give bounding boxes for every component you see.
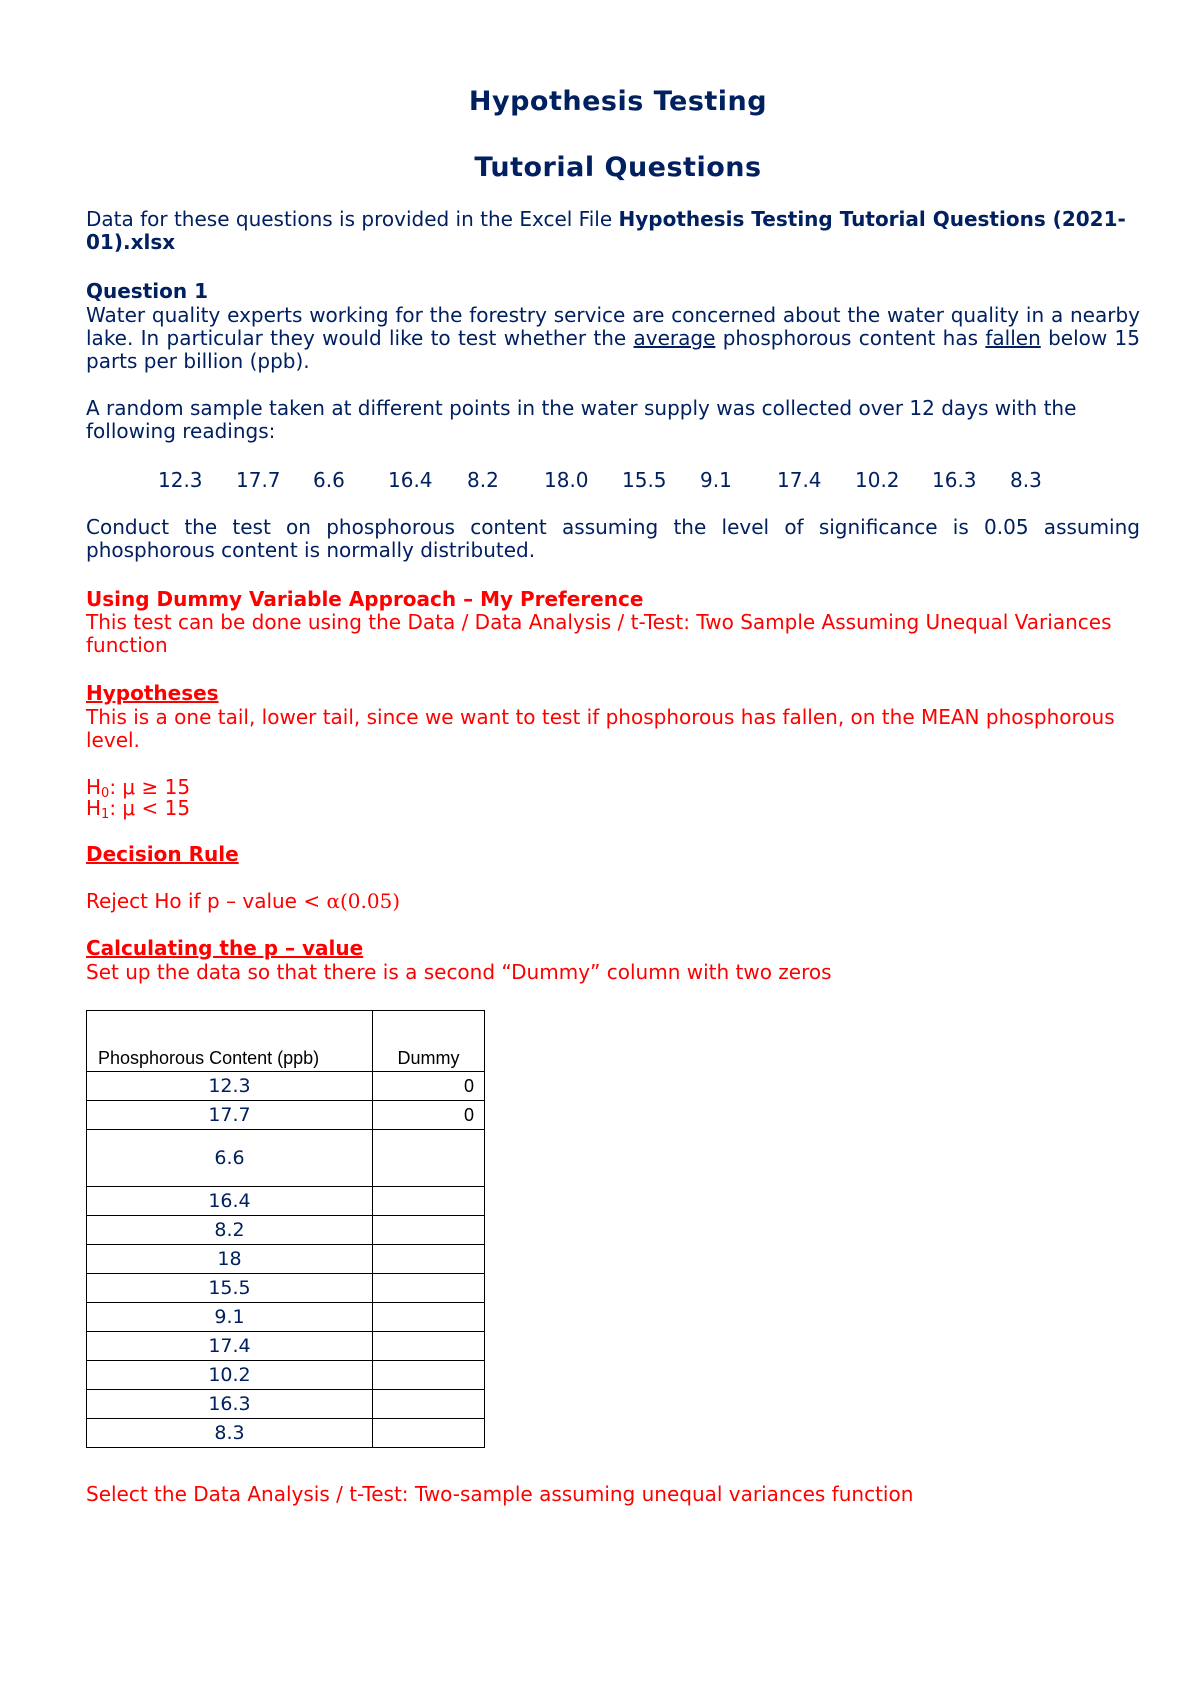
question-1-paragraph-2: A random sample taken at different points in the water supply was collected over 12 days with the following readings: (86, 396, 1077, 443)
h1-subscript: 1 (101, 807, 110, 822)
readings-row (158, 469, 1078, 492)
question-1-paragraph-3: Conduct the test on phosphorous content assuming the level of significance is 0.05 assuming phosphorous content is normally distributed. (86, 515, 1140, 562)
table-row (87, 1216, 485, 1245)
header-dummy: Dummy (373, 1011, 485, 1072)
decision-rule-heading: Decision Rule (86, 842, 239, 866)
cell-phosphorous: 6.6 (87, 1130, 373, 1187)
table-row (87, 1390, 485, 1419)
cell-phosphorous: 12.3 (87, 1072, 373, 1101)
reading-value: 12.3 (158, 468, 203, 492)
header-phosphorous-content: Phosphorous Content (ppb) (87, 1011, 373, 1072)
reading-value: 18.0 (544, 468, 589, 492)
question-1-text-c: below 15 parts per billion (ppb). (86, 326, 1140, 373)
table-row (87, 1419, 485, 1448)
document-subtitle: Tutorial Questions (474, 152, 762, 183)
cell-dummy (373, 1187, 485, 1216)
cell-phosphorous: 15.5 (87, 1274, 373, 1303)
reading-value: 9.1 (700, 468, 732, 492)
cell-dummy (373, 1390, 485, 1419)
reading-value: 16.4 (388, 468, 433, 492)
table-row (87, 1245, 485, 1274)
final-instruction: Select the Data Analysis / t-Test: Two-sample assuming unequal variances function (86, 1482, 914, 1506)
intro-text: Data for these questions is provided in the Excel File (86, 207, 619, 231)
cell-phosphorous: 10.2 (87, 1361, 373, 1390)
cell-phosphorous: 16.3 (87, 1390, 373, 1419)
h0-letter: H (86, 775, 102, 799)
h1-statement: : μ < 15 (109, 796, 191, 820)
cell-phosphorous: 9.1 (87, 1303, 373, 1332)
table-row (87, 1303, 485, 1332)
reading-value: 15.5 (622, 468, 667, 492)
data-table (86, 1010, 485, 1448)
cell-phosphorous: 8.3 (87, 1419, 373, 1448)
question-1-heading: Question 1 (86, 279, 208, 303)
question-1-text-a: Water quality experts working for the forestry service are concerned about the water quality in a nearby lake. In particular they would like to test whether the (86, 303, 1140, 350)
h0-statement: : μ ≥ 15 (109, 775, 191, 799)
cell-dummy (373, 1303, 485, 1332)
p-value-text: Set up the data so that there is a second “Dummy” column with two zeros (86, 960, 832, 984)
reading-value: 10.2 (855, 468, 900, 492)
underline-average: average (633, 326, 716, 350)
hypotheses-heading: Hypotheses (86, 681, 219, 705)
approach-heading: Using Dummy Variable Approach – My Preference (86, 587, 644, 611)
cell-phosphorous: 8.2 (87, 1216, 373, 1245)
cell-dummy (373, 1332, 485, 1361)
table-row (87, 1274, 485, 1303)
reading-value: 8.3 (1010, 468, 1042, 492)
cell-dummy (373, 1274, 485, 1303)
hypotheses-text: This is a one tail, lower tail, since we want to test if phosphorous has fallen, on the MEAN phosphorous level. (86, 705, 1115, 752)
table-header-row (87, 1011, 485, 1072)
table-row (87, 1332, 485, 1361)
table-row (87, 1101, 485, 1130)
excel-file-name: Hypothesis Testing Tutorial Questions (2021-01).xlsx (86, 207, 1126, 254)
table-row (87, 1072, 485, 1101)
question-1-paragraph-1 (86, 304, 1140, 373)
approach-text: This test can be done using the Data / Data Analysis / t-Test: Two Sample Assuming Unequal Variances function (86, 610, 1112, 657)
alternative-hypothesis (86, 798, 1140, 825)
reading-value: 17.4 (777, 468, 822, 492)
alpha-value: α(0.05) (326, 889, 401, 913)
underline-fallen: fallen (985, 326, 1041, 350)
cell-dummy (373, 1130, 485, 1187)
cell-dummy (373, 1245, 485, 1274)
cell-phosphorous: 17.4 (87, 1332, 373, 1361)
cell-dummy (373, 1419, 485, 1448)
question-1-text-b: phosphorous content has (715, 326, 986, 350)
reading-value: 17.7 (236, 468, 281, 492)
cell-phosphorous: 18 (87, 1245, 373, 1274)
table-row (87, 1130, 485, 1187)
cell-phosphorous: 17.7 (87, 1101, 373, 1130)
table-row (87, 1361, 485, 1390)
h1-letter: H (86, 796, 102, 820)
reading-value: 8.2 (467, 468, 499, 492)
cell-phosphorous: 16.4 (87, 1187, 373, 1216)
cell-dummy: 0 (373, 1101, 485, 1130)
decision-rule-text (86, 890, 1140, 913)
cell-dummy (373, 1216, 485, 1245)
cell-dummy: 0 (373, 1072, 485, 1101)
table-row (87, 1187, 485, 1216)
reading-value: 6.6 (313, 468, 345, 492)
reading-value: 16.3 (932, 468, 977, 492)
intro-paragraph (86, 208, 1140, 254)
decision-rule-statement: Reject Ho if p – value < (86, 889, 327, 913)
cell-dummy (373, 1361, 485, 1390)
p-value-heading: Calculating the p – value (86, 936, 364, 960)
h0-subscript: 0 (101, 786, 110, 801)
document-title: Hypothesis Testing (468, 86, 768, 117)
